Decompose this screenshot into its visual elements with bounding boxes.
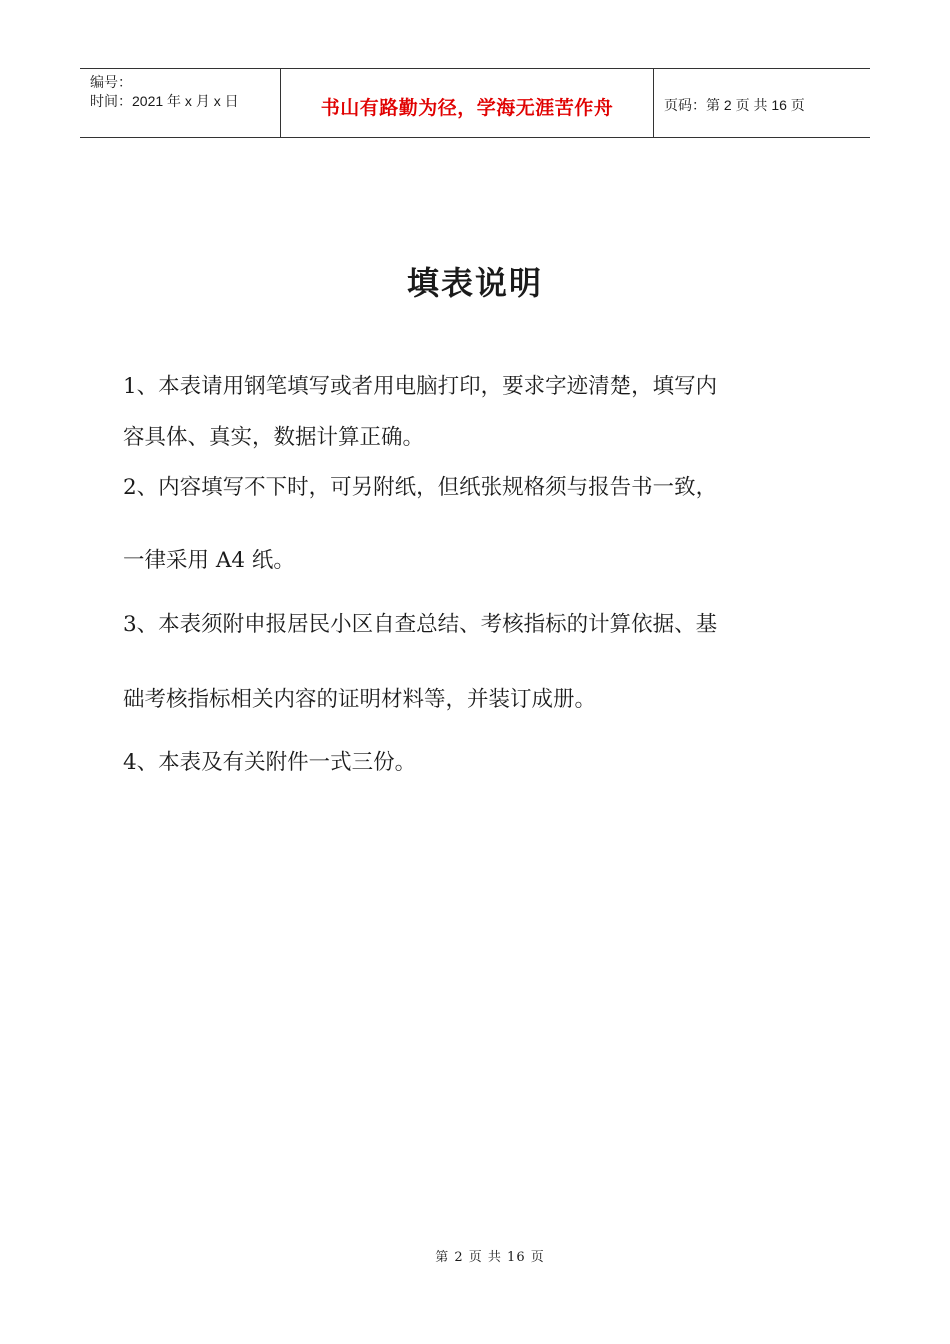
instruction-line: 一律采用 A4 纸。 bbox=[123, 548, 295, 573]
page-header bbox=[80, 68, 870, 138]
header-motto-cell bbox=[281, 69, 654, 137]
instruction-line: 础考核指标相关内容的证明材料等，并装订成册。 bbox=[123, 687, 597, 712]
motto-text: 书山有路勤为径，学海无涯苦作舟 bbox=[320, 96, 614, 119]
page-footer: 第 2 页 共 16 页 bbox=[435, 1250, 545, 1265]
header-page-info: 页码：第 2 页 共 16 页 bbox=[664, 97, 805, 113]
instruction-line: 2、内容填写不下时，可另附纸，但纸张规格须与报告书一致， bbox=[123, 475, 718, 500]
instruction-line: 4、本表及有关附件一式三份。 bbox=[123, 750, 417, 775]
instruction-line: 容具体、真实，数据计算正确。 bbox=[123, 425, 425, 450]
header-meta-cell bbox=[80, 69, 281, 137]
instruction-line: 1、本表请用钢笔填写或者用电脑打印，要求字迹清楚，填写内 bbox=[123, 374, 718, 399]
date-label: 时间：2021 年 x 月 x 日 bbox=[90, 93, 239, 109]
instruction-line: 3、本表须附申报居民小区自查总结、考核指标的计算依据、基 bbox=[123, 612, 718, 637]
serial-number-label: 编号： bbox=[90, 74, 132, 90]
document-title: 填表说明 bbox=[406, 264, 543, 302]
header-page-cell bbox=[654, 69, 870, 137]
